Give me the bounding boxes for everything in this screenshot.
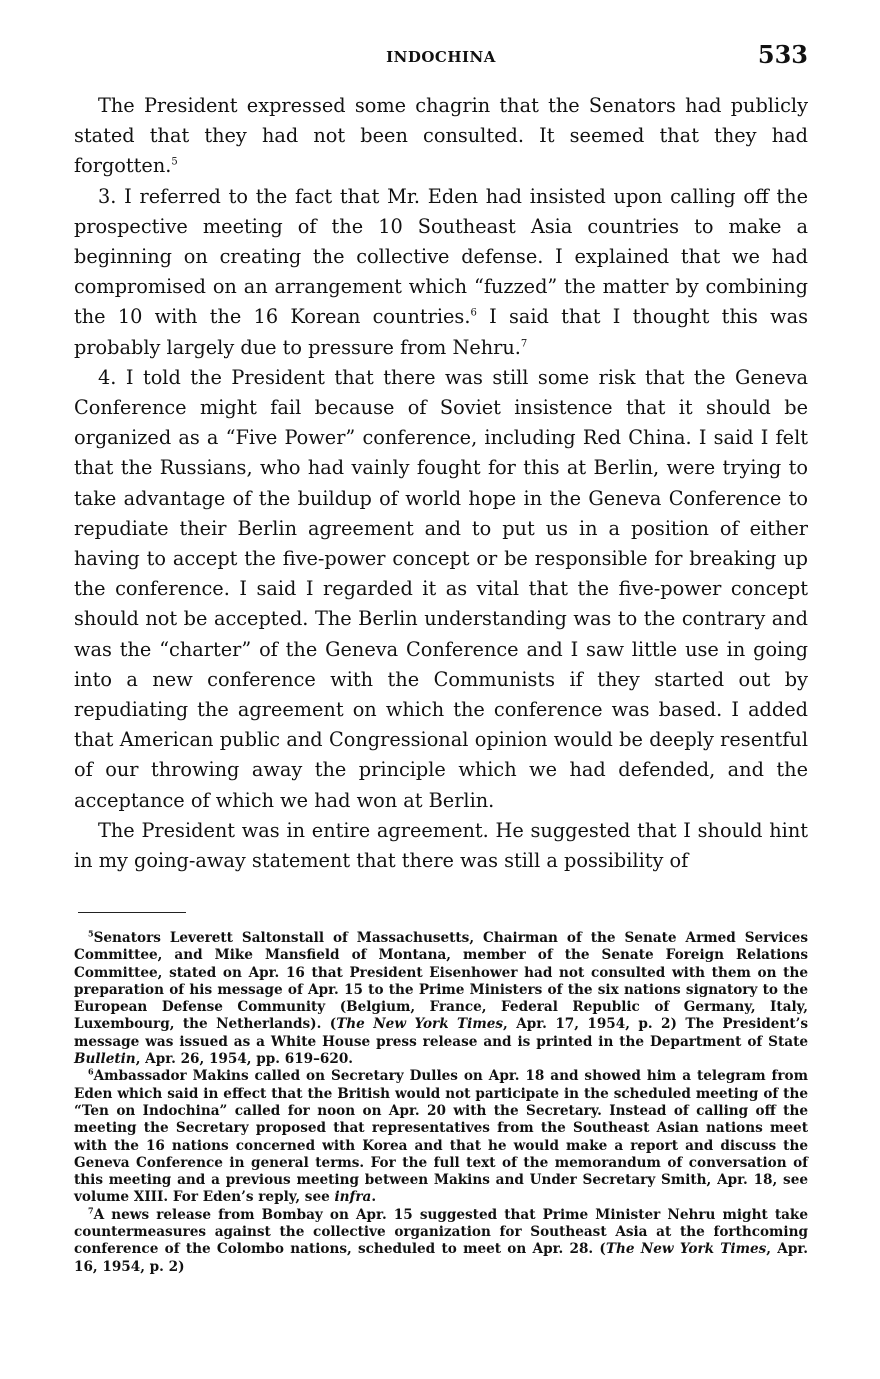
- footnote-italic: Bulletin: [74, 1051, 136, 1068]
- footnote: [74, 1068, 808, 1206]
- footnote-text: Senators Leverett Saltonstall of Massachusetts, Chairman of the Senate Armed Services Committee, and Mike Mansfield of Montana, member of the Senate Foreign Relations Committee, stated on Apr. 16 that President Eisenhower had not consulted with them on the preparation of his message of Apr. 15 to the Prime Ministers of the six nations signatory to the European Defense Community (Belgium, France, Federal Republic of Germany, Italy, Luxembourg, the Netherlands). (: [74, 930, 808, 1033]
- footnote-ref: 5: [171, 156, 178, 168]
- footnote-text: A news release from Bombay on Apr. 15 suggested that Prime Minister Nehru might take countermeasures against the collective organization for Southeast Asia at the forthcoming conference of the Colombo nations, scheduled to meet on Apr. 28. (: [74, 1206, 808, 1258]
- footnote-rule: [78, 912, 186, 913]
- footnote-italic: infra: [334, 1189, 372, 1206]
- paragraph-text: 3. I referred to the fact that Mr. Eden had insisted upon calling off the prospective meeting of the 10 Southeast Asia countries to make a beginning on creating the collective defense. I explained that we had compromised on an arrangement which “fuzzed” the matter by combining the 10 with the 16 Korean countries.: [74, 184, 808, 329]
- paragraph: 4. I told the President that there was still some risk that the Geneva Conference might fail because of Soviet insistence that it should be organized as a “Five Power” conference, including Red China. I said I felt that the Russians, who had vainly fought for this at Berlin, were trying to take advantage of the buildup of world hope in the Geneva Conference to repudiate their Berlin agreement and to put us in a position of either having to accept the five-power concept or be responsible for breaking up the conference. I said I regarded it as vital that the five-power concept should not be accepted. The Berlin understanding was to the contrary and was the “charter” of the Geneva Conference and I saw little use in going into a new conference with the Communists if they started out by repudiating the agreement on which the conference was based. I added that American public and Congressional opinion would be deeply resentful of our throwing away the principle which we had defended, and the acceptance of which we had won at Berlin.: [74, 365, 808, 812]
- body-text: [74, 91, 808, 876]
- footnote: [74, 1207, 808, 1276]
- paragraph: [74, 182, 808, 363]
- footnote-text: Ambassador Makins called on Secretary Dulles on Apr. 18 and showed him a telegram from Eden which said in effect that the British would not participate in the scheduled meeting of the “Ten on Indochina” called for noon on Apr. 20 with the Secretary. Instead of calling off the meeting the Secretary proposed that representatives from the Southeast Asian nations meet with the 16 nations concerned with Korea and that he would make a report and discuss the Geneva Conference in general terms. For the full text of the memorandum of conversation of this meeting and a previous meeting between Makins and Under Secretary Smith, Apr. 18, see volume: [74, 1068, 808, 1206]
- volume-number: XIII: [133, 1189, 164, 1206]
- footnote-mark: 5: [88, 928, 94, 939]
- footnotes: [74, 930, 808, 1276]
- footnote-text: , Apr. 17, 1954, p. 2) The President’s message was issued as a White House press release and is printed in the Department of State: [74, 1016, 808, 1050]
- footnote-mark: 6: [88, 1066, 94, 1077]
- paragraph-text: I said that I thought this was probably largely due to pressure from Nehru.: [74, 305, 808, 359]
- footnote-ref: 7: [520, 338, 528, 350]
- footnote-italic: The New York Times: [336, 1016, 504, 1033]
- page-header: [74, 40, 808, 80]
- footnote: [74, 930, 808, 1068]
- footnote-text: , Apr. 16, 1954, p. 2): [74, 1241, 808, 1275]
- paragraph-text: The President expressed some chagrin that the Senators had publicly stated that they had not been consulted. It seemed that they had forgotten.: [74, 94, 808, 178]
- footnote-text: , Apr. 26, 1954, pp. 619–620.: [135, 1051, 354, 1068]
- footnote-text: . For Eden’s reply, see: [163, 1189, 335, 1206]
- footnote-mark: 7: [88, 1205, 94, 1216]
- paragraph: The President was in entire agreement. He suggested that I should hint in my going-away statement that there was still a possibility of: [74, 818, 808, 873]
- page-number: 533: [757, 40, 808, 69]
- running-head: INDOCHINA: [386, 48, 496, 66]
- footnote-italic: The New York Times: [605, 1241, 767, 1258]
- footnote-ref: 6: [470, 308, 477, 319]
- footnote-text: .: [371, 1189, 377, 1206]
- paragraph: [74, 91, 808, 182]
